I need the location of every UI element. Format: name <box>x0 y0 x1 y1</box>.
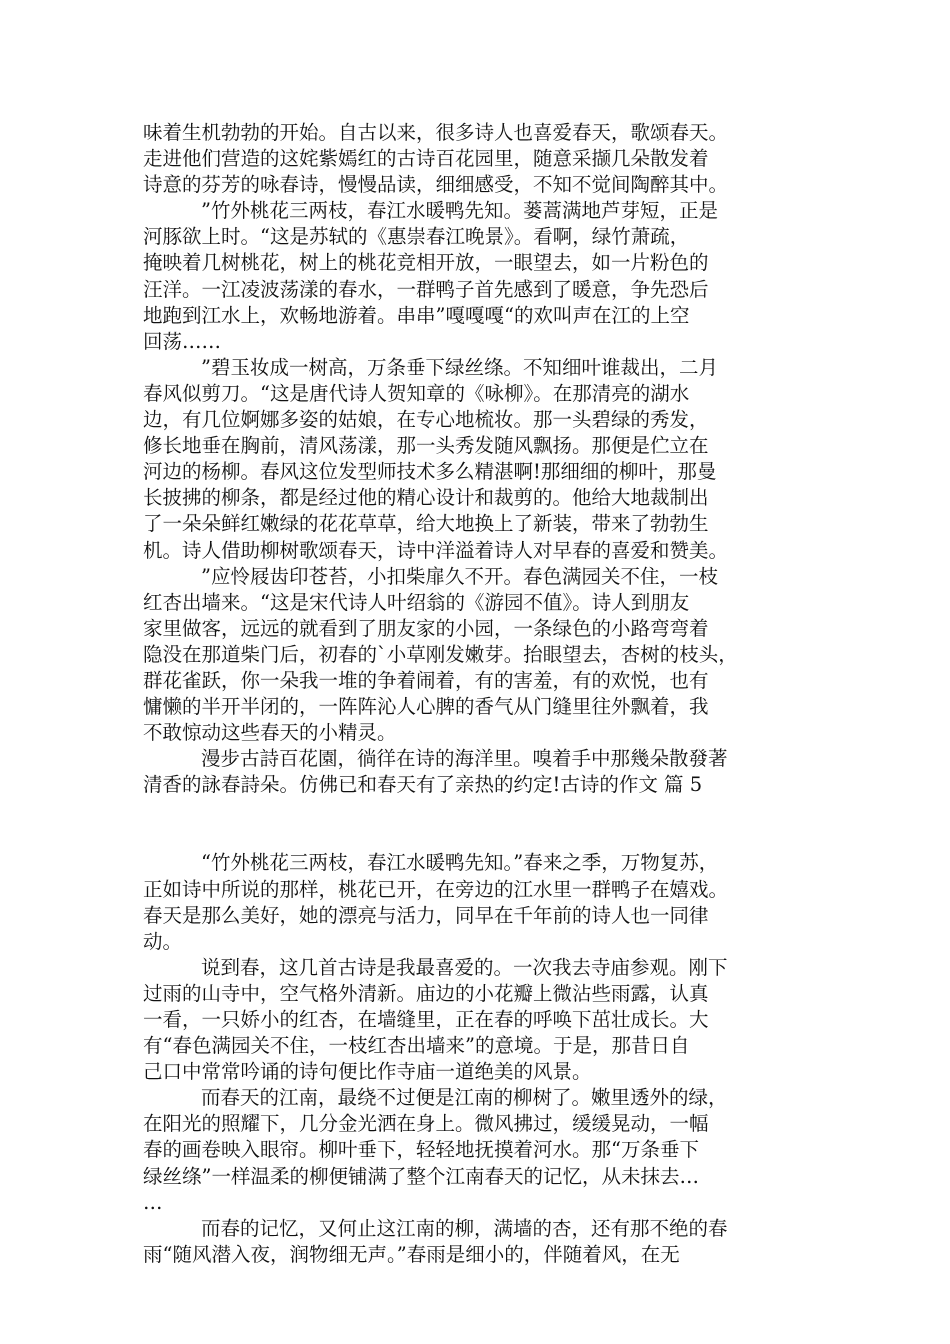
text-line: 长披拂的柳条，都是经过他的精心设计和裁剪的。他给大地裁制出 <box>143 486 709 510</box>
text-line: … <box>143 1190 163 1214</box>
text-line: 机。诗人借助柳树歌颂春天，诗中洋溢着诗人对早春的喜爱和赞美。 <box>143 538 729 562</box>
paragraph-start: 而春的记忆，又何止这江南的柳，满墙的杏，还有那不绝的春 <box>201 1216 728 1240</box>
section-gap <box>143 798 823 850</box>
text-line: 在阳光的照耀下，几分金光洒在身上。微风拂过，缓缓晃动，一幅 <box>143 1112 709 1136</box>
text-line: 了一朵朵鲜红嫩绿的花花草草，给大地换上了新装，带来了勃勃生 <box>143 512 709 536</box>
text-line: 修长地垂在胸前，清风荡漾，那一头秀发随风飘扬。那便是伫立在 <box>143 434 709 458</box>
text-line: 群花雀跃，你一朵我一堆的争着闹着，有的害羞，有的欢悦，也有 <box>143 668 709 692</box>
text-line: 正如诗中所说的那样，桃花已开，在旁边的江水里一群鸭子在嬉戏。 <box>143 877 729 901</box>
document-page <box>143 120 823 1268</box>
text-line: 动。 <box>143 929 183 953</box>
text-line: 雨“随风潜入夜，润物细无声。”春雨是细小的，伴随着风，在无 <box>143 1242 680 1266</box>
text-line: 汪洋。一江凌波荡漾的春水，一群鸭子首先感到了暖意，争先恐后 <box>143 277 709 301</box>
text-line: 味着生机勃勃的开始。自古以来，很多诗人也喜爱春天，歌颂春天。 <box>143 121 729 144</box>
text-line: 春天是那么美好，她的漂亮与活力，同早在千年前的诗人也一同律 <box>143 903 709 927</box>
paragraph-start: 漫步古詩百花園，徜徉在诗的海洋里。嗅着手中那幾朵散發著 <box>201 747 728 771</box>
paragraph-start: ”应怜屐齿印苍苔，小扣柴扉久不开。春色满园关不住，一枝 <box>201 564 718 588</box>
text-line: 绿丝绦”一样温柔的柳便铺满了整个江南春天的记忆，从未抹去… <box>143 1164 699 1188</box>
text-line: 地跑到江水上，欢畅地游着。串串”嘎嘎嘎“的欢叫声在江的上空 <box>143 303 690 327</box>
text-line: 回荡…… <box>143 329 222 353</box>
paragraph-start: “竹外桃花三两枝，春江水暖鸭先知。”春来之季，万物复苏， <box>201 851 719 875</box>
text-line: 诗意的芬芳的咏春诗，慢慢品读，细细感受，不知不觉间陶醉其中。 <box>143 173 729 197</box>
text-line: 春的画卷映入眼帘。柳叶垂下，轻轻地抚摸着河水。那“万条垂下 <box>143 1138 699 1162</box>
text-line: 边，有几位婀娜多姿的姑娘，在专心地梳妆。那一头碧绿的秀发， <box>143 408 709 432</box>
text-line: 有“春色满园关不住，一枝红杏出墙来”的意境。于是，那昔日自 <box>143 1034 690 1058</box>
text-line: 己口中常常吟诵的诗句便比作寺庙一道绝美的风景。 <box>143 1060 592 1084</box>
paragraph-start: ”竹外桃花三两枝，春江水暖鸭先知。蒌蒿满地芦芽短，正是 <box>201 199 718 223</box>
text-line: 一看，一只娇小的红杏，在墙缝里，正在春的呼唤下茁壮成长。大 <box>143 1008 709 1031</box>
text-line: 河边的杨柳。春风这位发型师技术多么精湛啊!那细细的柳叶，那曼 <box>143 460 717 484</box>
text-line: 红杏出墙来。“这是宋代诗人叶绍翁的《游园不值》。诗人到朋友 <box>143 590 690 614</box>
text-line: 河豚欲上时。“这是苏轼的《惠崇春江晚景》。看啊，绿竹萧疏， <box>143 225 690 249</box>
text-line: 掩映着几树桃花，树上的桃花竞相开放，一眼望去，如一片粉色的 <box>143 251 709 275</box>
text-line: 隐没在那道柴门后，初春的`小草刚发嫩芽。抬眼望去，杏树的枝头， <box>143 642 738 666</box>
text-line: 春风似剪刀。“这是唐代诗人贺知章的《咏柳》。在那清亮的湖水 <box>143 381 690 405</box>
essay-heading-line: 清香的詠春詩朵。仿佛已和春天有了亲热的约定!古诗的作文 篇 5 <box>143 773 703 797</box>
text-line: 不敢惊动这些春天的小精灵。 <box>143 721 397 745</box>
text-line: 家里做客，远远的就看到了朋友家的小园，一条绿色的小路弯弯着 <box>143 616 709 640</box>
text-line: 慵懒的半开半闭的，一阵阵沁人心脾的香气从门缝里往外飘着，我 <box>143 695 709 719</box>
text-line: 过雨的山寺中，空气格外清新。庙边的小花瓣上微沾些雨露，认真 <box>143 981 709 1005</box>
paragraph-start: 说到春，这几首古诗是我最喜爱的。一次我去寺庙参观。刚下 <box>201 955 728 979</box>
text-line: 走进他们营造的这姹紫嫣红的古诗百花园里，随意采撷几朵散发着 <box>143 147 709 171</box>
paragraph-start: 而春天的江南，最绕不过便是江南的柳树了。嫩里透外的绿， <box>201 1086 728 1110</box>
paragraph-start: ”碧玉妆成一树高，万条垂下绿丝绦。不知细叶谁裁出，二月 <box>201 355 718 379</box>
